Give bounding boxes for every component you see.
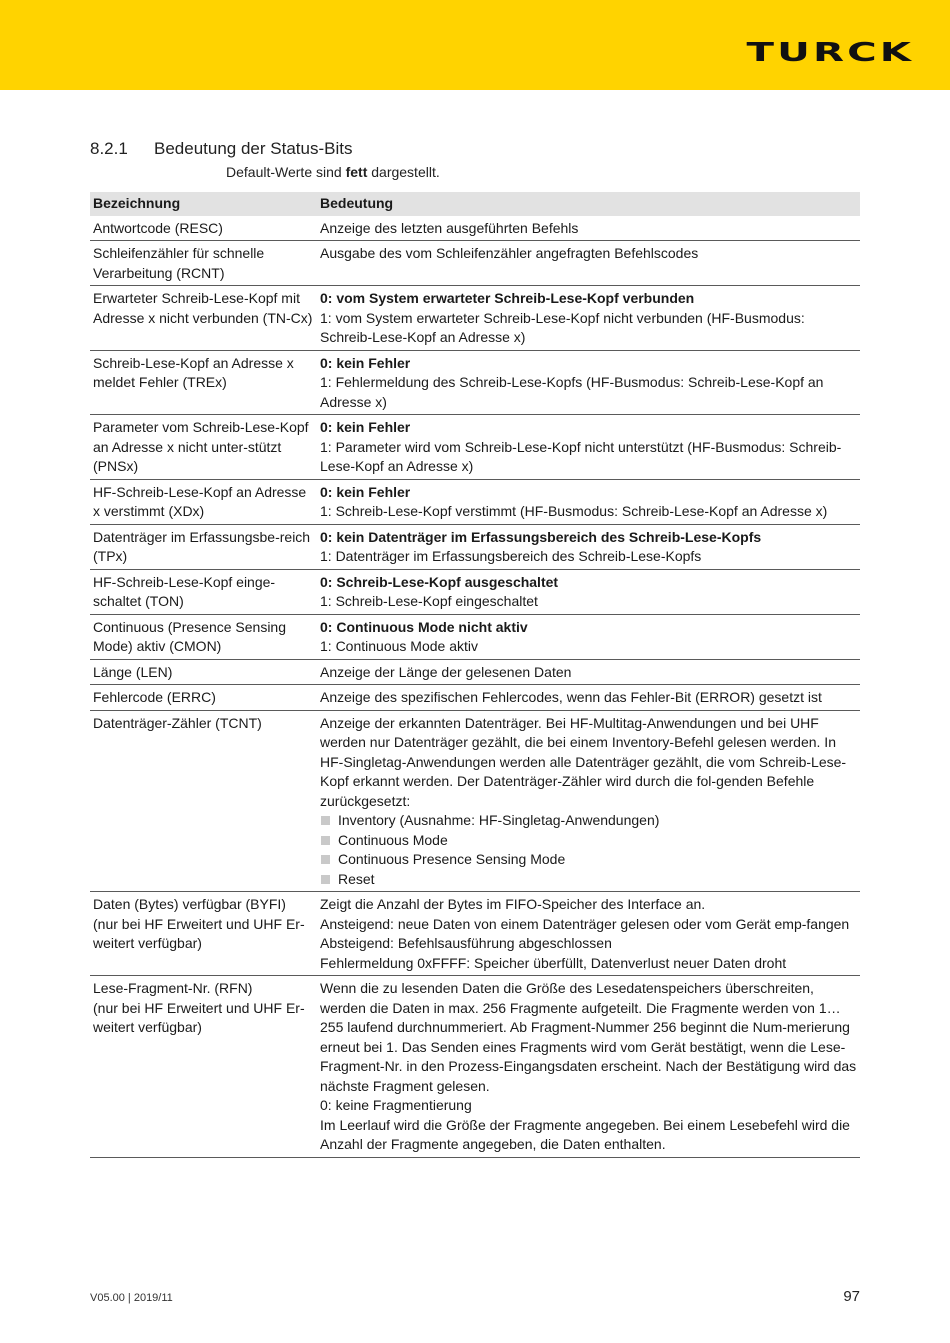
cell-bedeutung (317, 350, 860, 415)
subtitle-text-end: dargestellt. (367, 164, 440, 180)
meaning-line: 1: Fehlermeldung des Schreib-Lese-Kopfs (HF-Busmodus: Schreib-Lese-Kopf an Adresse x) (320, 374, 824, 410)
subtitle-text: Default-Werte sind (226, 164, 346, 180)
row-name-note: (nur bei HF Erweitert und UHF Er-weitert verfügbar) (93, 999, 305, 1035)
cell-bedeutung (317, 216, 860, 241)
table-row (90, 286, 860, 351)
meaning-line: Wenn die zu lesenden Daten die Größe des Lesedatenspeichers überschreiten, werden die Daten in max. 256 Fragmente aufgeteilt. Die Fragmente werden von 1…255 laufend durchnummeriert. Ab Fragment-Nummer 256 beginnt die Num-merierung erneut bei 1. Das Senden eines Fragments wird vom Gerät bestätigt, wenn die Lese-Fragment-Nr. in den Prozess-Eingangsdaten erscheint. Nach der Bestätigung wird das nächste Fragment gelesen. (320, 980, 857, 1094)
table-row (90, 415, 860, 480)
default-value: 0: kein Fehler (320, 354, 411, 371)
meaning-line: Anzeige des spezifischen Fehlercodes, wenn das Fehler-Bit (ERROR) gesetzt ist (320, 689, 822, 705)
row-name-note: (nur bei HF Erweitert und UHF Er-weitert verfügbar) (93, 915, 305, 951)
page-number: 97 (843, 1288, 860, 1305)
header-bar (0, 0, 950, 90)
bullet-item: Continuous Mode (320, 831, 857, 851)
default-value: 0: kein Fehler (320, 419, 411, 435)
cell-bedeutung (317, 685, 860, 711)
row-name: HF-Schreib-Lese-Kopf einge-schaltet (TON) (93, 573, 276, 609)
table-row (90, 216, 860, 241)
status-bits-table (90, 192, 860, 1158)
meaning-line: 1: Continuous Mode aktiv (320, 638, 478, 654)
bullet-item: Inventory (Ausnahme: HF-Singletag-Anwendungen) (320, 811, 857, 831)
cell-bedeutung (317, 479, 860, 524)
row-name: Erwarteter Schreib-Lese-Kopf mit Adresse x nicht verbunden (TN-Cx) (93, 290, 313, 326)
cell-bedeutung (317, 286, 860, 351)
row-name: Datenträger-Zähler (TCNT) (93, 714, 262, 731)
meaning-line: 1: vom System erwarteter Schreib-Lese-Kopf nicht verbunden (HF-Busmodus: Schreib-Lese-Kopf an Adresse x) (320, 309, 805, 345)
cell-bezeichnung (90, 976, 317, 1158)
cell-bezeichnung (90, 479, 317, 524)
cell-bezeichnung (90, 614, 317, 659)
table-row (90, 479, 860, 524)
meaning-line: Ausgabe des vom Schleifenzähler angefragten Befehlscodes (320, 245, 699, 261)
cell-bedeutung (317, 892, 860, 976)
table-row (90, 892, 860, 976)
row-name: Schleifenzähler für schnelle Verarbeitung (RCNT) (93, 245, 265, 281)
table-row (90, 524, 860, 569)
cell-bezeichnung (90, 350, 317, 415)
default-value: 0: Schreib-Lese-Kopf ausgeschaltet (320, 573, 559, 590)
cell-bezeichnung (90, 892, 317, 976)
meaning-line: Zeigt die Anzahl der Bytes im FIFO-Speicher des Interface an. (320, 896, 706, 912)
header-bezeichnung: Bezeichnung (90, 192, 317, 216)
meaning-line: Absteigend: Befehlsausführung abgeschlossen (320, 935, 612, 951)
default-value: 0: vom System erwarteter Schreib-Lese-Kopf verbunden (320, 290, 695, 306)
cell-bedeutung (317, 569, 860, 614)
cell-bezeichnung (90, 241, 317, 286)
bullet-list (320, 811, 857, 889)
row-name: HF-Schreib-Lese-Kopf an Adresse x verstimmt (XDx) (93, 483, 307, 519)
table-row (90, 569, 860, 614)
cell-bedeutung (317, 659, 860, 685)
section-subtitle (226, 164, 440, 180)
cell-bezeichnung (90, 569, 317, 614)
meaning-line: Ansteigend: neue Daten von einem Datenträger gelesen oder vom Gerät emp-fangen (320, 915, 850, 932)
cell-bezeichnung (90, 685, 317, 711)
meaning-line: Anzeige des letzten ausgeführten Befehls (320, 219, 579, 236)
default-value: 0: kein Fehler (320, 483, 411, 500)
table-header-row (90, 192, 860, 216)
meaning-line: Im Leerlauf wird die Größe der Fragmente angegeben. Bei einem Lesebefehl wird die Anzahl der Fragmente angegeben, die Daten enthalten. (320, 1116, 850, 1152)
row-name: Antwortcode (RESC) (93, 219, 223, 236)
row-name: Fehlercode (ERRC) (93, 689, 216, 705)
cell-bedeutung (317, 241, 860, 286)
row-name: Daten (Bytes) verfügbar (BYFI) (93, 896, 286, 912)
default-value: 0: Continuous Mode nicht aktiv (320, 618, 528, 635)
meaning-line: 1: Parameter wird vom Schreib-Lese-Kopf nicht unterstützt (HF-Busmodus: Schreib-Lese-Kopf an Adresse x) (320, 438, 842, 474)
cell-bedeutung (317, 710, 860, 892)
table-row (90, 685, 860, 711)
cell-bezeichnung (90, 415, 317, 480)
bullet-item: Reset (320, 870, 857, 890)
subtitle-bold: fett (345, 164, 368, 180)
row-name: Schreib-Lese-Kopf an Adresse x meldet Fehler (TREx) (93, 354, 294, 390)
meaning-line: 1: Schreib-Lese-Kopf eingeschaltet (320, 593, 538, 609)
table-row (90, 350, 860, 415)
table-row (90, 710, 860, 892)
meaning-line: 1: Schreib-Lese-Kopf verstimmt (HF-Busmodus: Schreib-Lese-Kopf an Adresse x) (320, 503, 828, 519)
turck-logo: TURCK (746, 38, 914, 68)
cell-bezeichnung (90, 710, 317, 892)
row-name: Länge (LEN) (93, 663, 173, 680)
cell-bezeichnung (90, 524, 317, 569)
table-row (90, 614, 860, 659)
section-heading (90, 139, 352, 159)
meaning-line: Anzeige der Länge der gelesenen Daten (320, 663, 572, 680)
footer-version: V05.00 | 2019/11 (90, 1292, 173, 1304)
bullet-item: Continuous Presence Sensing Mode (320, 850, 857, 870)
row-name: Datenträger im Erfassungsbe-reich (TPx) (93, 528, 311, 564)
cell-bedeutung (317, 415, 860, 480)
meaning-line: Fehlermeldung 0xFFFF: Speicher überfüllt, Datenverlust neuer Daten droht (320, 954, 787, 971)
row-name: Continuous (Presence Sensing Mode) aktiv (CMON) (93, 618, 287, 654)
table-row (90, 976, 860, 1158)
meaning-line: Anzeige der erkannten Datenträger. Bei HF-Multitag-Anwendungen und bei UHF werden nur Datenträger gezählt, die bei einem Inventory-Befehl gelesen werden. In HF-Singletag-Anwendungen werden alle Datenträger gezählt, die vom Schreib-Lese-Kopf erkannt werden. Der Datenträger-Zähler wird durch die fol-genden Befehle zurückgesetzt: (320, 714, 847, 809)
cell-bezeichnung (90, 286, 317, 351)
cell-bezeichnung (90, 659, 317, 685)
section-number: 8.2.1 (90, 139, 128, 158)
meaning-line: 0: keine Fragmentierung (320, 1097, 472, 1113)
default-value: 0: kein Datenträger im Erfassungsbereich des Schreib-Lese-Kopfs (320, 528, 762, 545)
section-title: Bedeutung der Status-Bits (154, 139, 353, 158)
cell-bedeutung (317, 614, 860, 659)
table-row (90, 659, 860, 685)
cell-bedeutung (317, 524, 860, 569)
cell-bezeichnung (90, 216, 317, 241)
cell-bedeutung (317, 976, 860, 1158)
row-name: Parameter vom Schreib-Lese-Kopf an Adresse x nicht unter-stützt (PNSx) (93, 419, 309, 474)
table-row (90, 241, 860, 286)
row-name: Lese-Fragment-Nr. (RFN) (93, 980, 253, 996)
header-bedeutung: Bedeutung (317, 192, 860, 216)
meaning-line: 1: Datenträger im Erfassungsbereich des Schreib-Lese-Kopfs (320, 548, 702, 564)
